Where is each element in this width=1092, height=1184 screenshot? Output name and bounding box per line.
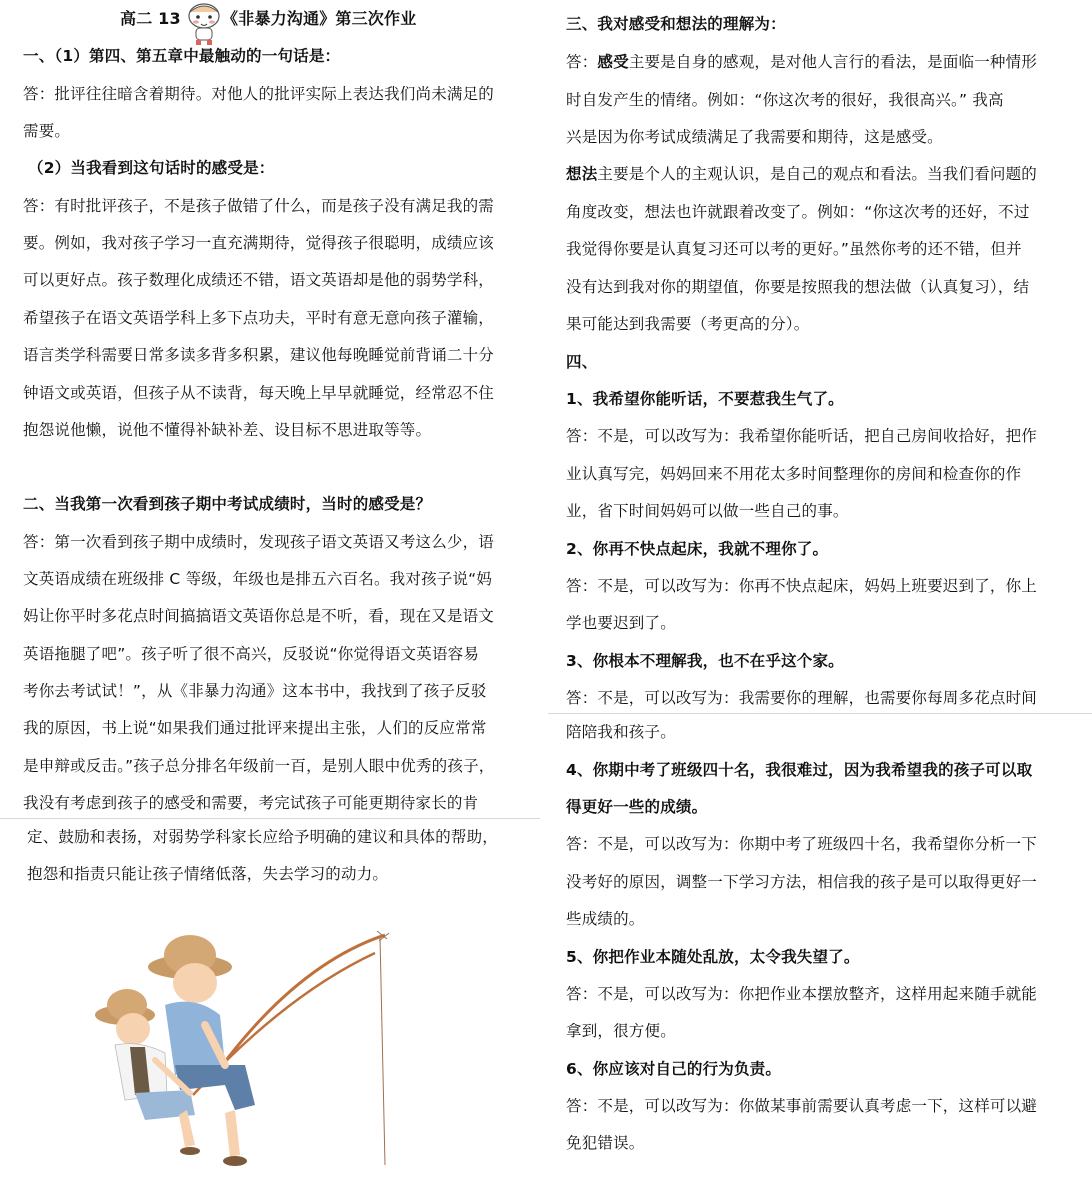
divider	[548, 713, 1092, 714]
q1-2-heading: （2）当我看到这句话时的感受是：	[28, 159, 275, 177]
q2-answer-line: 考你去考试试！”，从《非暴力沟通》这本书中，我找到了孩子反驳	[23, 682, 487, 700]
divider	[0, 818, 540, 819]
item-answer-line: 免犯错误。	[566, 1134, 645, 1152]
q3-feel-line: 兴是因为你考试成绩满足了我需要和期待，这是感受。	[566, 128, 943, 146]
q1-answer-line: 答：批评往往暗含着期待。对他人的批评实际上表达我们尚未满足的	[23, 85, 495, 103]
q1-2-answer-line: 语言类学科需要日常多读多背多积累，建议他每晚睡觉前背诵二十分	[23, 346, 495, 364]
think-term: 想法	[566, 165, 598, 183]
item-answer-line: 答：不是，可以改写为：你把作业本摆放整齐，这样用起来随手就能	[566, 985, 1038, 1003]
item-answer-line: 些成绩的。	[566, 910, 645, 928]
q3-think-line: 我觉得你要是认真复习还可以考的更好。”虽然你考的还不错，但并	[566, 240, 1022, 258]
q3-think-line: 没有达到我对你的期望值，你要是按照我的想法做（认真复习），结	[566, 278, 1030, 296]
item-question: 6、你应该对自己的行为负责。	[566, 1060, 782, 1078]
q2-answer-line: 妈让你平时多花点时间搞搞语文英语你总是不听，看，现在又是语文	[23, 607, 495, 625]
item-question-cont: 得更好一些的成绩。	[566, 798, 708, 816]
item-question: 4、你期中考了班级四十名，我很难过，因为我希望我的孩子可以取	[566, 761, 1033, 779]
item-answer-line: 答：不是，可以改写为：你再不快点起床，妈妈上班要迟到了，你上	[566, 577, 1038, 595]
q2-answer-line: 我的原因，书上说“如果我们通过批评来提出主张，人们的反应常常	[23, 719, 487, 737]
feel-term: 感受	[597, 53, 629, 71]
q3-feel-line	[566, 52, 1037, 72]
q3-think-line: 果可能达到我需要（考更高的分）。	[566, 315, 810, 333]
q2-answer-line: 答：第一次看到孩子期中成绩时，发现孩子语文英语又考这么少，语	[23, 533, 495, 551]
q2-answer-line: 我没有考虑到孩子的感受和需要，考完试孩子可能更期待家长的肯	[23, 794, 479, 812]
item-question: 1、我希望你能听话，不要惹我生气了。	[566, 390, 844, 408]
mascot-icon	[184, 0, 224, 46]
q3-heading: 三、我对感受和想法的理解为：	[566, 15, 786, 33]
q1-2-answer-line: 答：有时批评孩子，不是孩子做错了什么，而是孩子没有满足我的需	[23, 197, 495, 215]
q2-answer-line: 英语拖腿了吧”。孩子听了很不高兴，反驳说“你觉得语文英语容易	[23, 645, 480, 663]
think-text: 主要是个人的主观认识，是自己的观点和看法。当我们看问题的	[597, 165, 1038, 183]
q2-answer-line: 文英语成绩在班级排 C 等级，年级也是排五六百名。我对孩子说“妈	[23, 570, 493, 588]
q3-feel-line: 时自发产生的情绪。例如：“你这次考的很好，我很高兴。” 我高	[566, 91, 1004, 109]
item-question: 2、你再不快点起床，我就不理你了。	[566, 540, 829, 558]
item-question: 5、你把作业本随处乱放，太令我失望了。	[566, 948, 860, 966]
feel-text: 主要是自身的感观，是对他人言行的看法，是面临一种情形	[628, 53, 1038, 71]
item-answer-line: 业，省下时间妈妈可以做一些自己的事。	[566, 502, 849, 520]
fishing-illustration	[95, 925, 395, 1180]
q2-answer-line: 抱怨和指责只能让孩子情绪低落，失去学习的动力。	[27, 865, 389, 883]
item-answer-line: 答：不是，可以改写为：我希望你能听话，把自己房间收拾好，把作	[566, 427, 1038, 445]
item-answer-line: 拿到，很方便。	[566, 1022, 676, 1040]
q1-2-answer-line: 可以更好点。孩子数理化成绩还不错，语文英语却是他的弱势学科，	[23, 271, 495, 289]
q1-2-answer-line: 要。例如，我对孩子学习一直充满期待，觉得孩子很聪明，成绩应该	[23, 234, 495, 252]
page-title: 《非暴力沟通》第三次作业	[222, 9, 417, 28]
q1-2-answer-line: 钟语文或英语，但孩子从不读背，每天晚上早早就睡觉，经常忍不住	[23, 384, 495, 402]
item-question: 3、你根本不理解我，也不在乎这个家。	[566, 652, 844, 670]
item-answer-line: 业认真写完，妈妈回来不用花太多时间整理你的房间和检查你的作	[566, 465, 1022, 483]
answer-prefix: 答：	[566, 53, 598, 71]
q1-2-answer-line: 希望孩子在语文英语学科上多下点功夫，平时有意无意向孩子灌输，	[23, 309, 495, 327]
item-answer-line: 答：不是，可以改写为：你做某事前需要认真考虑一下，这样可以避	[566, 1097, 1038, 1115]
q2-answer-line: 定、鼓励和表扬，对弱势学科家长应给予明确的建议和具体的帮助，	[27, 828, 499, 846]
q1-heading: 一、（1）第四、第五章中最触动的一句话是：	[23, 47, 341, 65]
q1-2-answer-line: 抱怨说他懒，说他不懂得补缺补差、设目标不思进取等等。	[23, 421, 432, 439]
item-answer-line: 答：不是，可以改写为：我需要你的理解，也需要你每周多花点时间	[566, 689, 1038, 707]
q4-heading: 四、	[566, 353, 598, 371]
item-answer-line: 陪陪我和孩子。	[566, 723, 676, 741]
item-answer-line: 答：不是，可以改写为：你期中考了班级四十名，我希望你分析一下	[566, 835, 1038, 853]
q3-think-line	[566, 164, 1037, 184]
q1-answer-line: 需要。	[23, 122, 71, 140]
item-answer-line: 学也要迟到了。	[566, 614, 676, 632]
q2-answer-line: 是申辩或反击。”孩子总分排名年级前一百，是别人眼中优秀的孩子，	[23, 757, 495, 775]
class-label: 高二 13	[120, 9, 181, 28]
item-answer-line: 没考好的原因，调整一下学习方法，相信我的孩子是可以取得更好一	[566, 873, 1038, 891]
q3-think-line: 角度改变，想法也许就跟着改变了。例如：“你这次考的还好，不过	[566, 203, 1030, 221]
q2-heading: 二、当我第一次看到孩子期中考试成绩时，当时的感受是？	[23, 495, 432, 513]
